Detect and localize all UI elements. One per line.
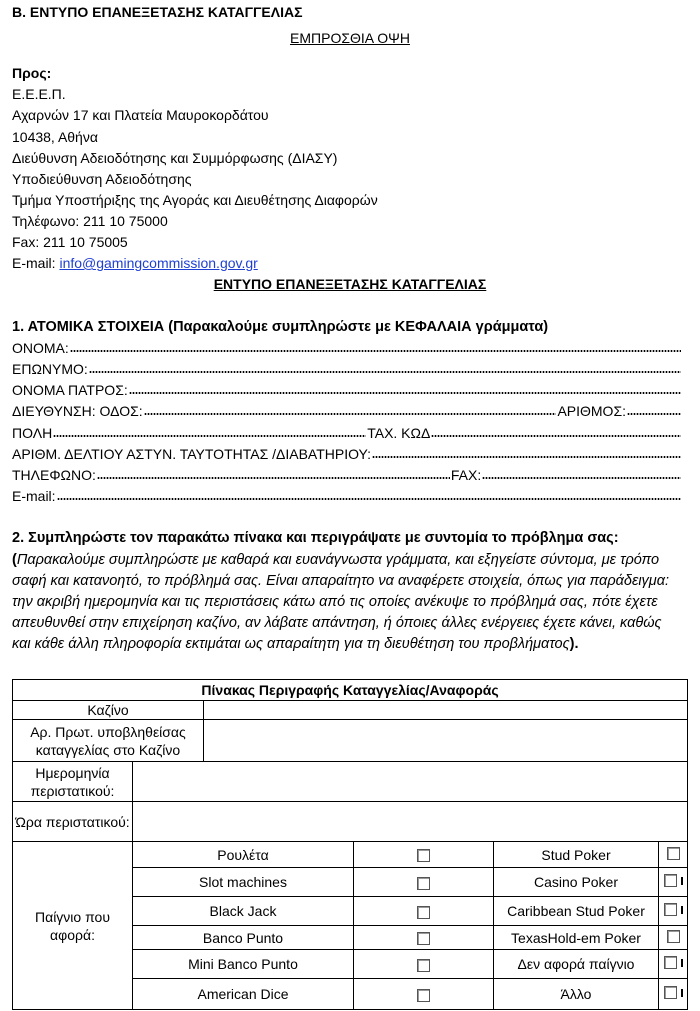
email-field[interactable] — [12, 486, 682, 506]
game-checkbox-cell — [354, 926, 494, 950]
checkbox[interactable] — [664, 986, 677, 999]
recipient-line: Ε.Ε.Ε.Π. — [12, 86, 66, 102]
table-title: Πίνακας Περιγραφής Καταγγελίας/Αναφοράς — [13, 680, 688, 701]
id-number-label: ΑΡΙΘΜ. ΔΕΛΤΙΟΥ ΑΣΤΥΝ. ΤΑΥΤΟΤΗΤΑΣ /ΔΙΑΒΑΤΗΡΙΟΥ: — [12, 446, 372, 462]
game-option-label: Άλλο — [494, 979, 659, 1010]
checkbox[interactable] — [417, 989, 430, 1002]
surname-field[interactable] — [12, 359, 682, 379]
city-field[interactable] — [12, 423, 682, 443]
address-field[interactable] — [12, 401, 682, 421]
tick-mark — [681, 989, 683, 997]
father-name-label: ΟΝΟΜΑ ΠΑΤΡΟΣ: — [12, 382, 128, 398]
email-label: E-mail: — [12, 255, 60, 271]
instructions-text: Παρακαλούμε συμπληρώστε με καθαρά και ευανάγνωστα γράμματα, και εξηγείστε σύντομα, με τρόπο σαφή και κατανοητό, το πρόβλημά σας. Είναι απαραίτητο να αναφέρετε στοιχεία, όπως για παράδειγμα: την ακριβή ημερομηνία και τις περιστάσεις κάτω από τις οποίες ανέκυψε το πρόβλημά σας, πότε έχετε απευθυνθεί στην επιχείρηση καζίνο, αν λάβατε απάντηση, ή όποιες άλλες ενέργειες έχετε κάνει, καθώς και κάθε άλλη πληροφορία εκτιμάται ως απαραίτητη για τη διευθέτηση του προβλήματος — [12, 552, 670, 652]
complaint-number-label: Αρ. Πρωτ. υποβληθείσας καταγγελίας στο Καζίνο — [13, 720, 204, 762]
street-dots — [144, 412, 557, 416]
checkbox[interactable] — [667, 847, 680, 860]
recipient-line: Υποδιεύθυνση Αδειοδότησης — [12, 171, 192, 187]
number-label: ΑΡΙΘΜΟΣ: — [557, 403, 626, 419]
section-title: Β. ΕΝΤΥΠΟ ΕΠΑΝΕΞΕΤΑΣΗΣ ΚΑΤΑΓΓΕΛΙΑΣ — [12, 4, 303, 20]
incident-date-input[interactable] — [133, 762, 688, 802]
game-checkbox-cell — [659, 868, 688, 897]
incident-date-label: Ημερομηνία περιστατικού: — [13, 762, 133, 802]
game-checkbox-cell — [354, 897, 494, 926]
id-number-dots — [372, 455, 681, 459]
recipient-line: Τηλέφωνο: 211 10 75000 — [12, 213, 168, 229]
game-option-label: American Dice — [133, 979, 354, 1010]
name-dots — [70, 349, 681, 353]
recipient-line: Διεύθυνση Αδειοδότησης και Συμμόρφωσης (ΔΙΑΣΥ) — [12, 150, 338, 166]
game-option-label: Stud Poker — [494, 842, 659, 868]
page-subtitle: ΕΜΠΡΟΣΘΙΑ ΟΨΗ — [290, 30, 410, 46]
game-checkbox-cell — [659, 926, 688, 950]
checkbox[interactable] — [417, 959, 430, 972]
game-checkbox-cell — [354, 950, 494, 979]
number-dots — [627, 412, 681, 416]
name-field[interactable] — [12, 338, 682, 358]
form-title: ΕΝΤΥΠΟ ΕΠΑΝΕΞΕΤΑΣΗΣ ΚΑΤΑΓΓΕΛΙΑΣ — [213, 276, 487, 292]
game-checkbox-cell — [659, 842, 688, 868]
phone-label: ΤΗΛΕΦΩΝΟ: — [12, 467, 96, 483]
phone-dots — [97, 476, 450, 480]
postal-code-label: ΤΑΧ. ΚΩΔ — [367, 425, 431, 441]
game-checkbox-cell — [659, 979, 688, 1010]
postal-code-dots — [431, 434, 681, 438]
game-option-label: Caribbean Stud Poker — [494, 897, 659, 926]
tick-mark — [681, 906, 683, 914]
section2-instructions — [12, 550, 684, 655]
recipient-line: Fax: 211 10 75005 — [12, 234, 128, 250]
game-option-label: Black Jack — [133, 897, 354, 926]
recipient-email-row — [12, 253, 258, 273]
tick-mark — [681, 959, 683, 967]
checkbox[interactable] — [664, 874, 677, 887]
email-dots — [57, 497, 681, 501]
street-label: ΔΙΕΥΘΥΝΣΗ: ΟΔΟΣ: — [12, 403, 143, 419]
game-checkbox-cell — [354, 979, 494, 1010]
checkbox[interactable] — [667, 930, 680, 943]
checkbox[interactable] — [417, 932, 430, 945]
casino-input[interactable] — [204, 701, 688, 720]
fax-label: FAX: — [450, 467, 482, 483]
game-option-label: Banco Punto — [133, 926, 354, 950]
father-name-field[interactable] — [12, 380, 682, 400]
game-option-label: Casino Poker — [494, 868, 659, 897]
game-checkbox-cell — [659, 950, 688, 979]
email-link[interactable]: info@gamingcommission.gov.gr — [59, 255, 258, 271]
phone-field[interactable] — [12, 465, 682, 485]
game-label: Παίγνιο που αφορά: — [13, 842, 133, 1010]
casino-label: Καζίνο — [13, 701, 204, 720]
game-checkbox-cell — [354, 868, 494, 897]
game-option-label: Mini Banco Punto — [133, 950, 354, 979]
city-dots — [53, 434, 366, 438]
section1-heading: 1. ΑΤΟΜΙΚΑ ΣΤΟΙΧΕΙΑ (Παρακαλούμε συμπληρώστε με ΚΕΦΑΛΑΙΑ γράμματα) — [12, 319, 549, 335]
incident-time-label: Ώρα περιστατικού: — [13, 802, 133, 842]
recipient-line: Τμήμα Υποστήριξης της Αγοράς και Διευθέτησης Διαφορών — [12, 192, 378, 208]
checkbox[interactable] — [664, 903, 677, 916]
checkbox[interactable] — [664, 956, 677, 969]
recipient-line: 10438, Αθήνα — [12, 129, 98, 145]
game-checkbox-cell — [354, 842, 494, 868]
email-field-label: E-mail: — [12, 488, 56, 504]
game-option-label: Δεν αφορά παίγνιο — [494, 950, 659, 979]
open-paren: ( — [12, 552, 17, 568]
father-name-dots — [129, 391, 681, 395]
id-number-field[interactable] — [12, 444, 682, 464]
complaint-number-input[interactable] — [204, 720, 688, 762]
surname-dots — [89, 370, 681, 374]
checkbox[interactable] — [417, 849, 430, 862]
complaint-table — [12, 679, 688, 1010]
tick-mark — [681, 877, 683, 885]
city-label: ΠΟΛΗ — [12, 425, 53, 441]
fax-dots — [482, 476, 681, 480]
game-option-label: Ρουλέτα — [133, 842, 354, 868]
checkbox[interactable] — [417, 906, 430, 919]
game-option-label: TexasHold-em Poker — [494, 926, 659, 950]
game-option-label: Slot machines — [133, 868, 354, 897]
close-paren: ). — [569, 636, 579, 652]
recipient-label: Προς: — [12, 65, 52, 81]
name-label: ΟΝΟΜΑ: — [12, 340, 69, 356]
game-checkbox-cell — [659, 897, 688, 926]
recipient-line: Αχαρνών 17 και Πλατεία Μαυροκορδάτου — [12, 107, 269, 123]
incident-time-input[interactable] — [133, 802, 688, 842]
section2-heading: 2. Συμπληρώστε τον παρακάτω πίνακα και περιγράψατε με συντομία το πρόβλημα σας: — [12, 530, 619, 546]
checkbox[interactable] — [417, 877, 430, 890]
surname-label: ΕΠΩΝΥΜΟ: — [12, 361, 88, 377]
